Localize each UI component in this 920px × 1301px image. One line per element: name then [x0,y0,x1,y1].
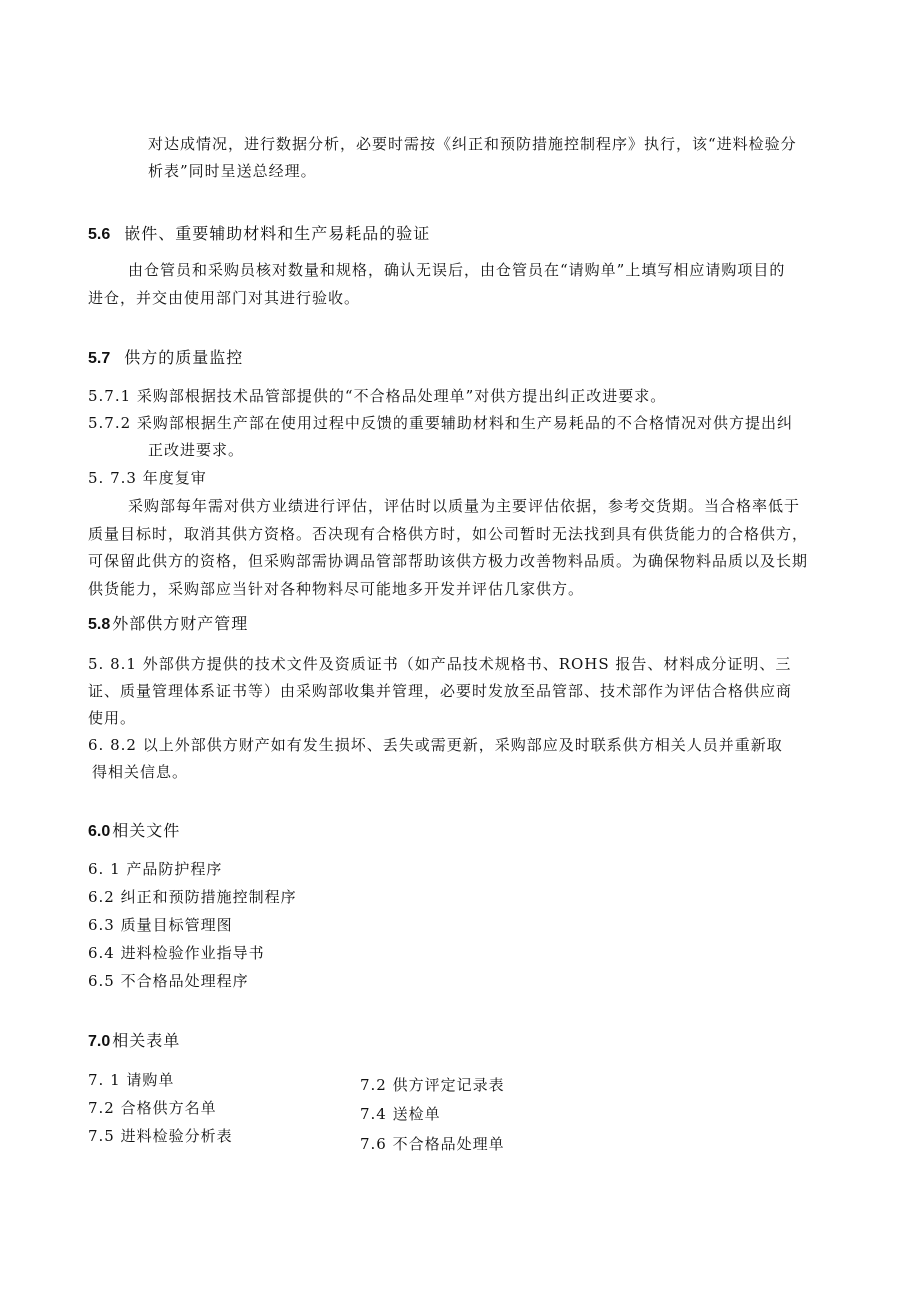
paragraph-line: 可保留此供方的资格，但采购部需协调品管部帮助该供方极力改善物料品质。为确保物料品质以及长期 [88,552,809,570]
section-heading-5-8 [88,614,248,635]
file-list-item: 6.5 不合格品处理程序 [88,972,249,990]
section-title: 嵌件、重要辅助材料和生产易耗品的验证 [124,224,431,243]
form-list-item: 7.2 合格供方名单 [88,1099,217,1117]
intro-line: 析表”同时呈送总经理。 [148,162,317,180]
file-list-item: 6.4 进料检验作业指导书 [88,944,265,962]
subsection-heading: 5. 7.3 年度复审 [88,469,207,487]
section-heading-7-0 [88,1031,180,1052]
section-number: 5.7 [88,350,111,367]
paragraph-line: 使用。 [88,709,137,727]
file-list-item: 6.3 质量目标管理图 [88,916,233,934]
list-item: 5.7.1 采购部根据技术品管部提供的“不合格品处理单”对供方提出纠正改进要求。 [88,387,667,405]
form-list-item: 7.5 进料检验分析表 [88,1127,233,1145]
file-list-item: 6.2 纠正和预防措施控制程序 [88,888,297,906]
form-list-item: 7. 1 请购单 [88,1071,175,1089]
paragraph-line: 进仓，并交由使用部门对其进行验收。 [88,289,361,307]
paragraph-line: 证、质量管理体系证书等）由采购部收集并管理，必要时发放至品管部、技术部作为评估合格供应商 [88,682,793,700]
section-heading-5-7 [88,348,243,369]
file-list-item: 6. 1 产品防护程序 [88,860,223,878]
section-number: 5.6 [88,226,111,243]
paragraph-line: 质量目标时，取消其供方资格。否决现有合格供方时，如公司暂时无法找到具有供货能力的合格供方， [88,525,809,543]
list-item: 5.7.2 采购部根据生产部在使用过程中反馈的重要辅助材料和生产易耗品的不合格情况对供方提出纠 [88,414,793,432]
section-heading-5-6 [88,224,430,245]
form-list-item: 7.6 不合格品处理单 [360,1135,505,1153]
intro-line: 对达成情况，进行数据分析，必要时需按《纠正和预防措施控制程序》执行，该“进料检验分 [148,135,797,153]
form-list-item: 7.4 送检单 [360,1105,441,1123]
paragraph-line: 得相关信息。 [92,763,189,781]
section-title: 相关表单 [112,1031,181,1050]
section-number: 7.0 [88,1033,111,1050]
paragraph-line: 由仓管员和采购员核对数量和规格，确认无误后，由仓管员在“请购单”上填写相应请购项目的 [128,261,786,279]
list-item: 5. 8.1 外部供方提供的技术文件及资质证书（如产品技术规格书、ROHS 报告、材料成分证明、三 [88,655,792,673]
section-number: 5.8 [88,616,111,633]
list-item-continuation: 正改进要求。 [148,441,245,459]
section-number: 6.0 [88,823,111,840]
form-list-item: 7.2 供方评定记录表 [360,1076,505,1094]
section-title: 外部供方财产管理 [112,614,249,633]
paragraph-line: 采购部每年需对供方业绩进行评估，评估时以质量为主要评估依据，参考交货期。当合格率低于 [128,497,801,515]
section-title: 供方的质量监控 [124,348,244,367]
section-heading-6-0 [88,821,180,842]
section-title: 相关文件 [112,821,181,840]
paragraph-line: 供货能力，采购部应当针对各种物料尽可能地多开发并评估几家供方。 [88,580,585,598]
list-item: 6. 8.2 以上外部供方财产如有发生损坏、丢失或需更新，采购部应及时联系供方相关人员并重新取 [88,736,783,754]
